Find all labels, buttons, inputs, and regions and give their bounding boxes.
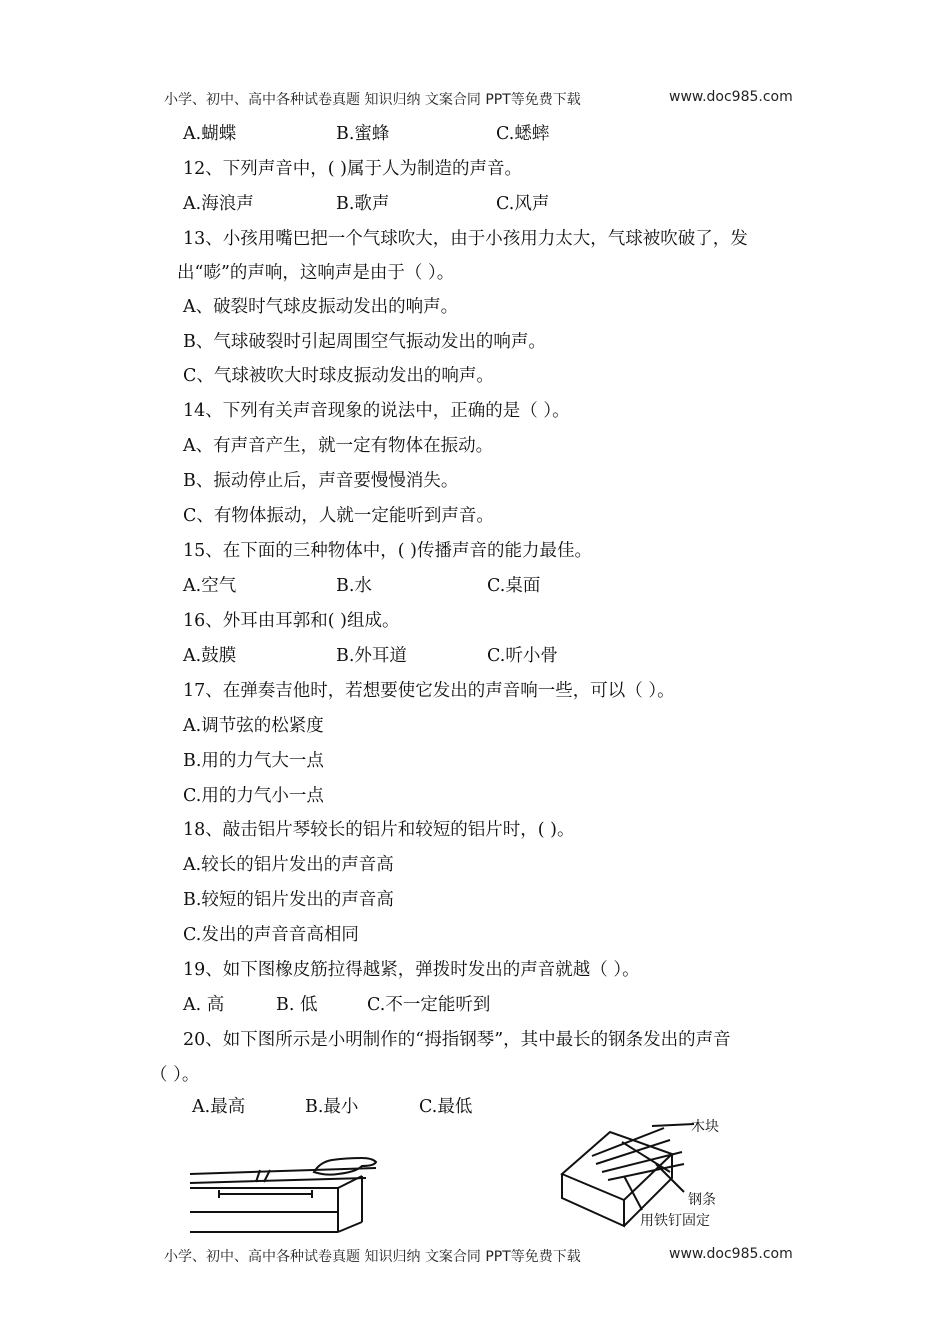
q13-stem-line1: 13、小孩用嘴巴把一个气球吹大，由于小孩用力太大，气球被吹破了，发 [183, 229, 748, 249]
q12-option-c: C.风声 [496, 194, 550, 214]
q19-stem: 19、如下图橡皮筋拉得越紧，弹拨时发出的声音就越（ ）。 [183, 960, 640, 980]
header-url: www.doc985.com [669, 89, 793, 105]
header-text: 小学、初中、高中各种试卷真题 知识归纳 文案合同 PPT等免费下载 [164, 92, 581, 108]
q15-option-b: B.水 [336, 576, 372, 596]
q13-option-b: B、气球破裂时引起周围空气振动发出的响声。 [183, 332, 546, 352]
q15-stem: 15、在下面的三种物体中，( )传播声音的能力最佳。 [183, 541, 592, 561]
q18-stem: 18、敲击铝片琴较长的铝片和较短的铝片时，( )。 [183, 820, 575, 840]
q15-option-a: A.空气 [183, 576, 237, 596]
q16-option-b: B.外耳道 [336, 646, 407, 666]
q20-option-b: B.最小 [305, 1097, 359, 1117]
q19-option-b: B. 低 [276, 995, 318, 1015]
rubber-band-figure [186, 1148, 386, 1236]
q17-option-c: C.用的力气小一点 [183, 786, 324, 806]
q15-option-c: C.桌面 [487, 576, 541, 596]
q12-stem: 12、下列声音中，( )属于人为制造的声音。 [183, 159, 522, 179]
footer-url: www.doc985.com [669, 1246, 793, 1262]
figure-label-steel: 钢条 [688, 1192, 716, 1208]
q13-stem-line2: 出“嘭”的声响，这响声是由于（ ）。 [177, 263, 455, 283]
q18-option-c: C.发出的声音音高相同 [183, 925, 359, 945]
q20-option-a: A.最高 [192, 1097, 246, 1117]
q18-option-b: B.较短的铝片发出的声音高 [183, 890, 394, 910]
q14-option-a: A、有声音产生，就一定有物体在振动。 [183, 436, 494, 456]
q20-stem-line2: （ ）。 [150, 1065, 200, 1085]
q17-option-b: B.用的力气大一点 [183, 751, 324, 771]
q14-option-c: C、有物体振动，人就一定能听到声音。 [183, 506, 494, 526]
q13-option-c: C、气球被吹大时球皮振动发出的响声。 [183, 366, 494, 386]
figure-label-wood: 木块 [691, 1119, 719, 1135]
q20-stem-line1: 20、如下图所示是小明制作的“拇指钢琴”，其中最长的钢条发出的声音 [183, 1030, 731, 1050]
q17-stem: 17、在弹奏吉他时，若想要使它发出的声音响一些，可以（ ）。 [183, 681, 675, 701]
q16-option-c: C.听小骨 [487, 646, 558, 666]
q11-option-b: B.蜜蜂 [336, 124, 390, 144]
q16-option-a: A.鼓膜 [183, 646, 237, 666]
q14-stem: 14、下列有关声音现象的说法中，正确的是（ ）。 [183, 401, 570, 421]
q19-option-a: A. 高 [183, 995, 225, 1015]
q17-option-a: A.调节弦的松紧度 [183, 716, 324, 736]
q13-option-a: A、破裂时气球皮振动发出的响声。 [183, 297, 459, 317]
q18-option-a: A.较长的铝片发出的声音高 [183, 855, 394, 875]
q20-option-c: C.最低 [419, 1097, 473, 1117]
q19-option-c: C.不一定能听到 [367, 995, 491, 1015]
q12-option-b: B.歌声 [336, 194, 390, 214]
q14-option-b: B、振动停止后，声音要慢慢消失。 [183, 471, 459, 491]
q11-option-a: A.蝴蝶 [183, 124, 237, 144]
q12-option-a: A.海浪声 [183, 194, 254, 214]
footer-text: 小学、初中、高中各种试卷真题 知识归纳 文案合同 PPT等免费下载 [164, 1249, 581, 1265]
figure-label-nail: 用铁钉固定 [640, 1213, 710, 1229]
q16-stem: 16、外耳由耳郭和( )组成。 [183, 611, 400, 631]
q11-option-c: C.蟋蟀 [496, 124, 550, 144]
